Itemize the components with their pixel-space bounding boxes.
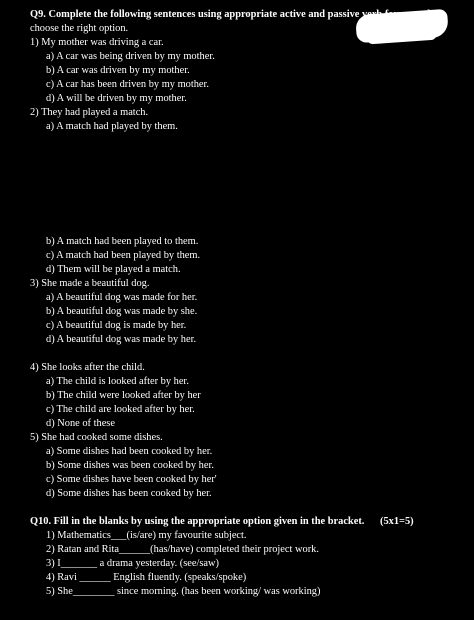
q9-item-3-stem: 3) She made a beautiful dog. — [30, 278, 150, 289]
q9-item-3-option-d: d) A beautiful dog was made by her. — [46, 334, 197, 345]
q9-item-1-stem: 1) My mother was driving a car. — [30, 37, 164, 48]
q9-item-1-option-d: d) A will be driven by my mother. — [46, 93, 187, 104]
q9-item-1-option-a: a) A car was being driven by my mother. — [46, 51, 215, 62]
q9-item-5-option-b: b) Some dishes was been cooked by her. — [46, 460, 214, 471]
q9-item-4-option-a: a) The child is looked after by her. — [46, 376, 189, 387]
q9-item-2-stem: 2) They had played a match. — [30, 107, 149, 118]
q10-title: Q10. Fill in the blanks by using the appropriate option given in the bracket. — [30, 516, 365, 527]
q9-item-2-option-c: c) A match had been played by them. — [46, 250, 201, 261]
q10-item-2: 2) Ratan and Rita______(has/have) completed their project work. — [46, 544, 319, 555]
q9-item-4-stem: 4) She looks after the child. — [30, 362, 145, 373]
q9-item-2-option-a: a) A match had played by them. — [46, 121, 178, 132]
q9-title-continued: choose the right option. — [30, 23, 129, 34]
q10-item-4: 4) Ravi ______ English fluently. (speaks/spoke) — [46, 572, 247, 583]
q9-title: Q9. Complete the following sentences using appropriate active and passive verb forms and — [30, 9, 431, 20]
q9-item-3-option-c: c) A beautiful dog is made by her. — [46, 320, 187, 331]
q9-item-5-option-c: c) Some dishes have been cooked by her' — [46, 474, 217, 485]
q9-item-4-option-c: c) The child are looked after by her. — [46, 404, 195, 415]
q10-item-1: 1) Mathematics___(is/are) my favourite subject. — [46, 530, 247, 541]
q10-marks: (5x1=5) — [380, 516, 414, 527]
q9-item-3-option-b: b) A beautiful dog was made by she. — [46, 306, 198, 317]
q9-item-5-stem: 5) She had cooked some dishes. — [30, 432, 163, 443]
q10-item-3: 3) I_______ a drama yesterday. (see/saw) — [46, 558, 220, 569]
q9-item-1-option-c: c) A car has been driven by my mother. — [46, 79, 210, 90]
q9-item-1-option-b: b) A car was driven by my mother. — [46, 65, 190, 76]
q9-item-5-option-a: a) Some dishes had been cooked by her. — [46, 446, 213, 457]
q9-item-4-option-d: d) None of these — [46, 418, 115, 429]
q10-item-5: 5) She________ since morning. (has been working/ was working) — [46, 586, 321, 597]
q9-item-2-option-b: b) A match had been played to them. — [46, 236, 199, 247]
q9-item-5-option-d: d) Some dishes has been cooked by her. — [46, 488, 212, 499]
q9-item-3-option-a: a) A beautiful dog was made for her. — [46, 292, 198, 303]
q9-item-4-option-b: b) The child were looked after by her — [46, 390, 201, 401]
q9-item-2-option-d: d) Them will be played a match. — [46, 264, 181, 275]
